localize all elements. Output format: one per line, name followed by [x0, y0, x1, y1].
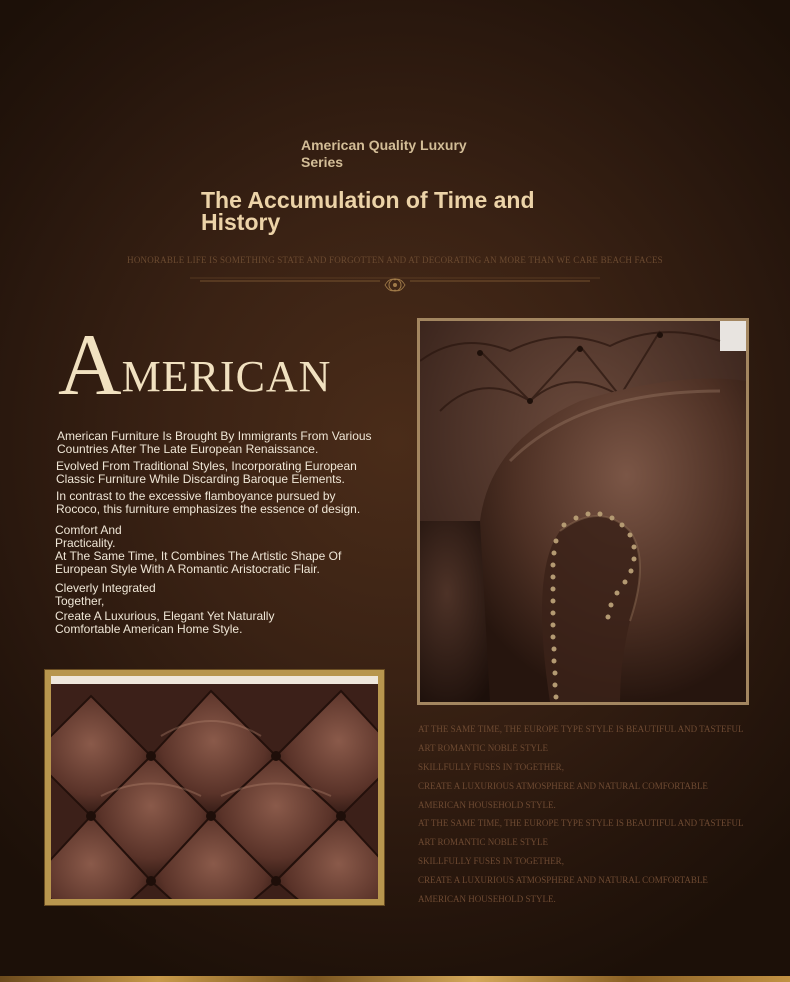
series-title: American Quality Luxury Series	[301, 137, 467, 170]
desc-paragraph-2: Evolved From Traditional Styles, Incorporating European Classic Furniture While Discarding Baroque Elements.	[56, 459, 357, 486]
desc-paragraph-4: Comfort And Practicality.	[55, 523, 122, 550]
page-headline: The Accumulation of Time and History	[201, 187, 535, 235]
desc-paragraph-5: At The Same Time, It Combines The Artistic Shape Of European Style With A Romantic Aristocratic Flair.	[55, 549, 342, 576]
fine-print-line: ART ROMANTIC NOBLE STYLE	[418, 743, 549, 753]
fine-print-line: CREATE A LUXURIOUS ATMOSPHERE AND NATURAL COMFORTABLE	[418, 781, 708, 791]
sofa-arm-photo	[417, 318, 749, 705]
bottom-decorative-strip	[0, 976, 790, 982]
desc-paragraph-1: American Furniture Is Brought By Immigrants From Various Countries After The Late European Renaissance.	[57, 429, 372, 456]
fine-print-line: AT THE SAME TIME, THE EUROPE TYPE STYLE IS BEAUTIFUL AND TASTEFUL	[418, 818, 744, 828]
fine-print-line: ART ROMANTIC NOBLE STYLE	[418, 837, 549, 847]
desc-paragraph-3: In contrast to the excessive flamboyance pursued by Rococo, this furniture emphasizes the essence of design.	[56, 489, 361, 516]
fine-print-line: SKILLFULLY FUSES IN TOGETHER,	[418, 856, 564, 866]
ornament-divider	[180, 272, 610, 298]
desc-paragraph-7: Create A Luxurious, Elegant Yet Naturally Comfortable American Home Style.	[55, 609, 275, 636]
fine-print-line: CREATE A LUXURIOUS ATMOSPHERE AND NATURAL COMFORTABLE	[418, 875, 708, 885]
fine-print-line: AMERICAN HOUSEHOLD STYLE.	[418, 800, 556, 810]
tufted-leather-photo	[45, 670, 384, 905]
brand-initial: A	[58, 317, 122, 414]
fine-print-line: AMERICAN HOUSEHOLD STYLE.	[418, 894, 556, 904]
fine-print-line: SKILLFULLY FUSES IN TOGETHER,	[418, 762, 564, 772]
fine-print-line: AT THE SAME TIME, THE EUROPE TYPE STYLE IS BEAUTIFUL AND TASTEFUL	[418, 724, 744, 734]
desc-paragraph-6: Cleverly Integrated Together,	[55, 581, 156, 608]
brand-wordmark	[58, 317, 378, 414]
tagline: HONORABLE LIFE IS SOMETHING STATE AND FORGOTTEN AND AT DECORATING AN MORE THAN WE CARE BEACH FACES	[127, 255, 663, 265]
brand-rest: MERICAN	[121, 352, 332, 401]
